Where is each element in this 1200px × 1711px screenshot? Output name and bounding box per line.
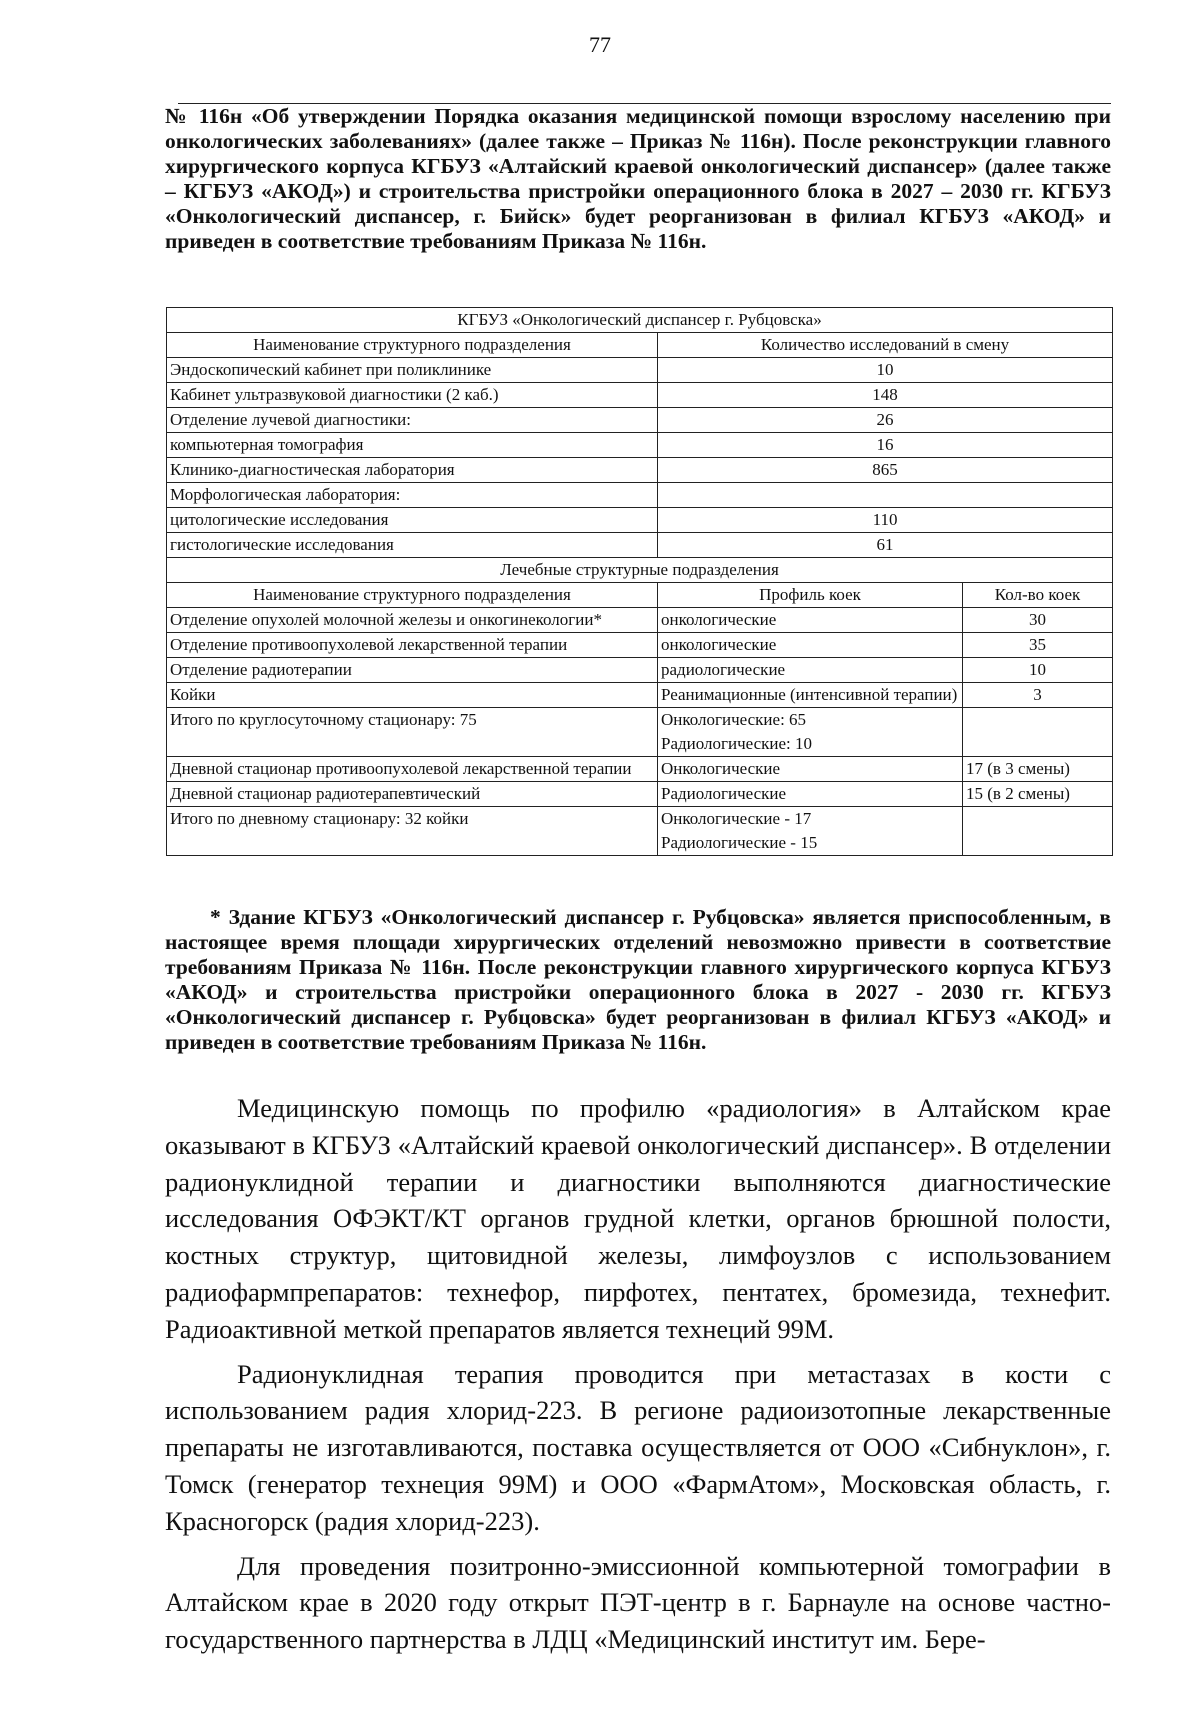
- day-total-beds: [963, 807, 1113, 856]
- treatment-row-profile: Реанимационные (интенсивной терапии): [658, 683, 963, 708]
- body-paragraph: Радионуклидная терапия проводится при метастазах в кости с использованием радия хлорид-223. В регионе радиоизотопные лекарственные препараты не изготавливаются, поставка осуществляется от ООО «Сибнуклон», г. Томск (генератор технеция 99М) и ООО «ФармАтом», Московская область, г. Красногорск (радия хлорид-223).: [165, 1358, 1111, 1536]
- round-clock-total-profile: [658, 708, 963, 757]
- body-text: [165, 1090, 1111, 1666]
- table-row: [167, 458, 1113, 483]
- treatment-header-row: [167, 583, 1113, 608]
- diagnostic-row-name: Кабинет ультразвуковой диагностики (2 каб.): [167, 383, 658, 408]
- treatment-header-profile: Профиль коек: [658, 583, 963, 608]
- diagnostic-row-name: гистологические исследования: [167, 533, 658, 558]
- treatment-row-name: Отделение противоопухолевой лекарственной терапии: [167, 633, 658, 658]
- diagnostic-header-count: Количество исследований в смену: [658, 333, 1113, 358]
- day-total-row: [167, 807, 1113, 856]
- diagnostic-header-row: [167, 333, 1113, 358]
- intro-paragraph: [165, 104, 1111, 254]
- table-row: [167, 358, 1113, 383]
- table-row: [167, 508, 1113, 533]
- intro-text: № 116н «Об утверждении Порядка оказания медицинской помощи взрослому населению при онкологических заболеваниях» (далее также – Приказ № 116н). После реконструкции главного хирургического корпуса КГБУЗ «Алтайский краевой онкологический диспансер» (далее также – КГБУЗ «АКОД») и строительства пристройки операционного блока в 2027 – 2030 гг. КГБУЗ «Онкологический диспансер, г. Бийск» будет реорганизован в филиал КГБУЗ «АКОД» и приведен в соответствие требованиям Приказа № 116н.: [165, 104, 1111, 253]
- diagnostic-row-name: Эндоскопический кабинет при поликлинике: [167, 358, 658, 383]
- table-row: [167, 782, 1113, 807]
- diagnostic-row-value: 16: [658, 433, 1113, 458]
- treatment-row-name: Койки: [167, 683, 658, 708]
- body-paragraph: Для проведения позитронно-эмиссионной компьютерной томографии в Алтайском крае в 2020 году открыт ПЭТ-центр в г. Барнауле на основе частно-государственного партнерства в ЛДЦ «Медицинский институт им. Бере-: [165, 1550, 1111, 1655]
- diagnostic-row-value: 10: [658, 358, 1113, 383]
- table-row: [167, 633, 1113, 658]
- table-row: [167, 433, 1113, 458]
- diagnostic-row-name: Отделение лучевой диагностики:: [167, 408, 658, 433]
- page-number: 77: [589, 32, 611, 57]
- diagnostic-row-value: 148: [658, 383, 1113, 408]
- diagnostic-row-value: 26: [658, 408, 1113, 433]
- diagnostic-row-value: [658, 483, 1113, 508]
- treatment-row-beds: 35: [963, 633, 1113, 658]
- day-row-name: Дневной стационар противоопухолевой лекарственной терапии: [167, 757, 658, 782]
- day-total-name: Итого по дневному стационару: 32 койки: [167, 807, 658, 856]
- table-row: [167, 683, 1113, 708]
- diagnostic-row-value: 61: [658, 533, 1113, 558]
- treatment-row-profile: онкологические: [658, 608, 963, 633]
- day-row-profile: Радиологические: [658, 782, 963, 807]
- round-clock-total-beds: [963, 708, 1113, 757]
- treatment-row-beds: 10: [963, 658, 1113, 683]
- day-total-line1: Онкологические - 17: [661, 809, 812, 828]
- treatment-row-name: Отделение радиотерапии: [167, 658, 658, 683]
- table-row: [167, 757, 1113, 782]
- diagnostic-header-name: Наименование структурного подразделения: [167, 333, 658, 358]
- table-title-row: [167, 308, 1113, 333]
- day-total-line2: Радиологические - 15: [661, 833, 818, 852]
- table-row: [167, 383, 1113, 408]
- treatment-title-row: [167, 558, 1113, 583]
- diagnostic-row-value: 865: [658, 458, 1113, 483]
- diagnostic-row-name: цитологические исследования: [167, 508, 658, 533]
- footnote-text: * Здание КГБУЗ «Онкологический диспансер г. Рубцовска» является приспособленным, в настоящее время площади хирургических отделений невозможно привести в соответствие требованиям Приказа № 116н. После реконструкции главного хирургического корпуса КГБУЗ «АКОД» и строительства пристройки операционного блока в 2027 - 2030 гг. КГБУЗ «Онкологический диспансер г. Рубцовска» будет реорганизован в филиал КГБУЗ «АКОД» и приведен в соответствие требованиям Приказа № 116н.: [165, 905, 1111, 1054]
- round-clock-total-line2: Радиологические: 10: [661, 734, 813, 753]
- table-title: КГБУЗ «Онкологический диспансер г. Рубцовска»: [167, 308, 1113, 333]
- table-row: [167, 408, 1113, 433]
- treatment-header-beds: Кол-во коек: [963, 583, 1113, 608]
- diagnostic-row-name: Клинико-диагностическая лаборатория: [167, 458, 658, 483]
- day-row-profile: Онкологические: [658, 757, 963, 782]
- treatment-header-name: Наименование структурного подразделения: [167, 583, 658, 608]
- table-row: [167, 533, 1113, 558]
- round-clock-total-line1: Онкологические: 65: [661, 710, 807, 729]
- treatment-row-name: Отделение опухолей молочной железы и онкогинекологии*: [167, 608, 658, 633]
- diagnostic-row-name: компьютерная томография: [167, 433, 658, 458]
- treatment-title: Лечебные структурные подразделения: [167, 558, 1113, 583]
- day-total-profile: [658, 807, 963, 856]
- table-row: [167, 608, 1113, 633]
- day-row-beds: 15 (в 2 смены): [963, 782, 1113, 807]
- dispensary-table: [166, 307, 1113, 856]
- treatment-row-beds: 3: [963, 683, 1113, 708]
- treatment-row-beds: 30: [963, 608, 1113, 633]
- diagnostic-row-name: Морфологическая лаборатория:: [167, 483, 658, 508]
- treatment-row-profile: радиологические: [658, 658, 963, 683]
- treatment-row-profile: онкологические: [658, 633, 963, 658]
- body-paragraph: Медицинскую помощь по профилю «радиология» в Алтайском крае оказывают в КГБУЗ «Алтайский краевой онкологический диспансер». В отделении радионуклидной терапии и диагностики выполняются диагностические исследования ОФЭКТ/КТ органов грудной клетки, органов брюшной полости, костных структур, щитовидной железы, лимфоузлов с использованием радиофармпрепаратов: технефор, пирфотех, пентатех, бромезида, технефит. Радиоактивной меткой препаратов является технеций 99М.: [165, 1093, 1111, 1344]
- round-clock-total-name: Итого по круглосуточному стационару: 75: [167, 708, 658, 757]
- table-row: [167, 658, 1113, 683]
- day-row-name: Дневной стационар радиотерапевтический: [167, 782, 658, 807]
- round-clock-total-row: [167, 708, 1113, 757]
- footnote: [165, 905, 1111, 1055]
- table-row: [167, 483, 1113, 508]
- day-row-beds: 17 (в 3 смены): [963, 757, 1113, 782]
- diagnostic-row-value: 110: [658, 508, 1113, 533]
